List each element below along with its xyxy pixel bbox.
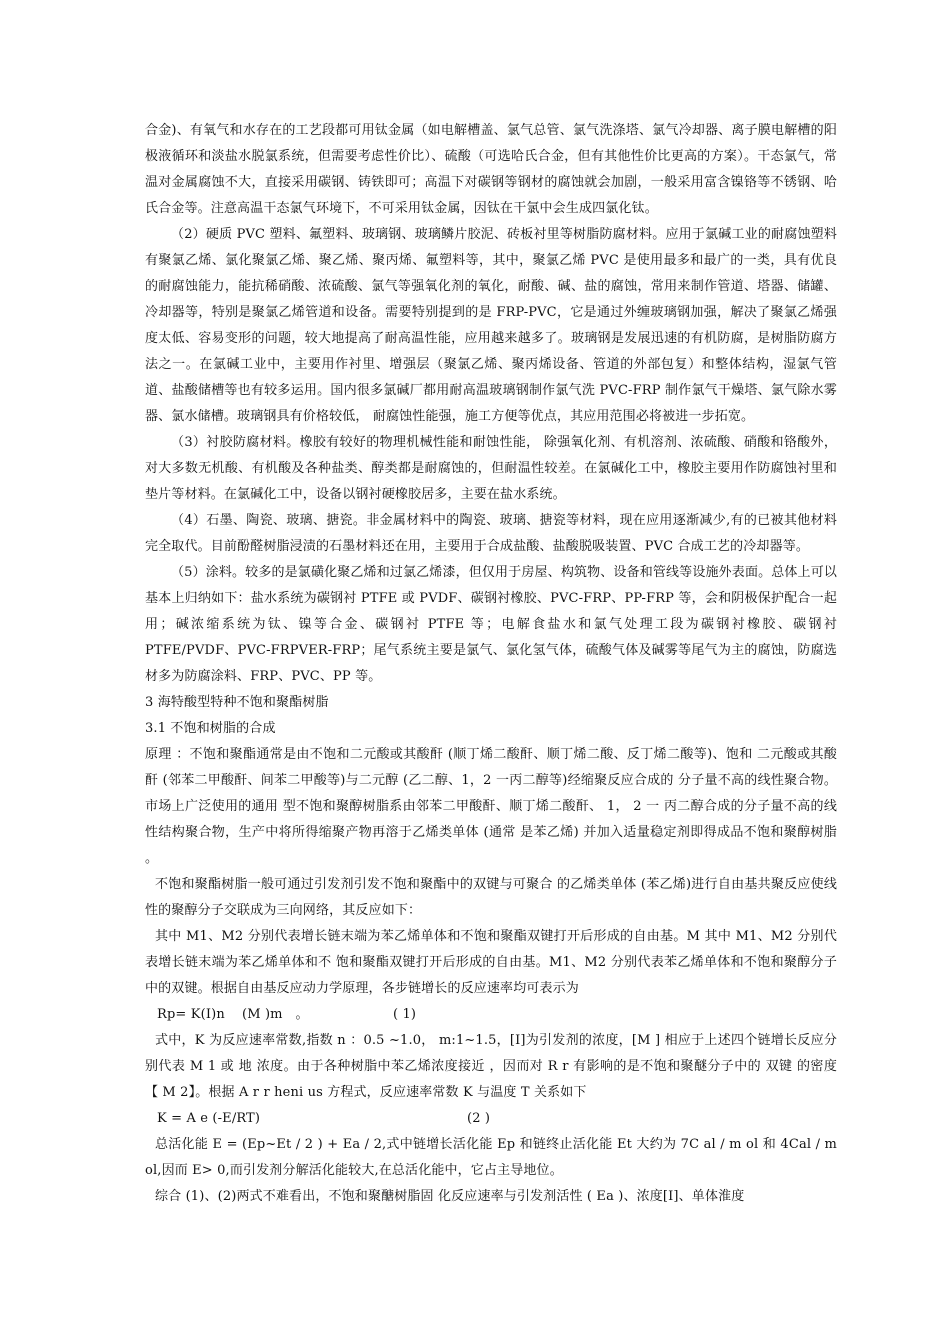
paragraph-coatings: （5）涂料。较多的是氯磺化聚乙烯和过氯乙烯漆，但仅用于房屋、构筑物、设备和管线等设施外表面。总体上可以基本上归纳如下：盐水系统为碳钢衬 PTFE 或 PVDF、碳钢衬橡胶、PVC-FRP、PP-FRP 等，会和阴极保护配合一起用；碱浓缩系统为钛、镍等合金、碳钢衬 PTFE 等；电解食盐水和氯气处理工段为碳钢衬橡胶、碳钢衬 PTFE/PVDF、PVC-FRPVER-FRP；尾气系统主要是氯气、氯化氢气体，硫酸气体及碱雾等尾气为主的腐蚀，防腐选材多为防腐涂料、FRP、PVC、PP 等。: [145, 565, 837, 684]
formula-1-number: ( 1): [393, 1007, 417, 1022]
paragraph-initiation: 不饱和聚酯树脂一般可通过引发剂引发不饱和聚酯中的双键与可聚合 的乙烯类单体 (苯乙烯)进行自由基共聚反应使线性的聚醇分子交联成为三向网络，其反应如下：: [145, 877, 837, 918]
paragraph-graphite-ceramics: （4）石墨、陶瓷、玻璃、搪瓷。非金属材料中的陶瓷、玻璃、搪瓷等材料，现在应用逐渐减少,有的已被其他材料完全取代。目前酚醛树脂浸渍的石墨材料还在用，主要用于合成盐酸、盐酸脱吸装置、PVC 合成工艺的冷却器等。: [145, 513, 837, 554]
paragraph-principle: 原理 ：不饱和聚酯通常是由不饱和二元酸或其酸酐 (顺丁烯二酸酐、顺丁烯二酸、反丁烯二酸等)、饱和 二元酸或其酸酐 (邻苯二甲酸酐、间苯二甲酸等)与二元醇 (乙二醇、1，2 一丙二醇等)经缩聚反应合成的 分子量不高的线性聚合物。市场上广泛使用的通用 型不饱和聚醇树脂系由邻苯二甲酸酐、顺丁烯二酸酐、 1， 2 一 丙二醇合成的分子量不高的线性结构聚合物，生产中将所得缩聚产物再溶于乙烯类单体 (通常 是苯乙烯) 并加入适量稳定剂即得成品不饱和聚醇树脂 。: [145, 747, 837, 866]
section-heading-3: 3 海特酸型特种不饱和聚酯树脂: [145, 695, 329, 710]
formula-1: [145, 1002, 837, 1028]
paragraph-radicals: 其中 M1、M2 分别代表增长链末端为苯乙烯单体和不饱和聚酯双键打开后形成的自由基。M 其中 M1、M2 分别代表增长链末端为苯乙烯单体和不 饱和聚酯双键打开后形成的自由基。M1、M2 分别代表苯乙烯单体和不饱和聚醇分子中的双键。根据自由基反应动力学原理，各步链增长的反应速率均可表示为: [145, 929, 837, 996]
document-body: [145, 118, 837, 1210]
subsection-heading-3-1: 3.1 不饱和树脂的合成: [145, 721, 276, 736]
formula-2-expression: K = A e (-E/RT): [157, 1111, 261, 1126]
formula-1-expression: Rp= K(I)n (M )m 。: [157, 1007, 309, 1022]
paragraph-titanium-continued: 合金)、有氧气和水存在的工艺段都可用钛金属（如电解槽盖、氯气总管、氯气洗涤塔、氯气冷却器、离子膜电解槽的阳极液循环和淡盐水脱氯系统，但需要考虑性价比）、硫酸（可选哈氏合金，但有其他性价比更高的方案）。干态氯气，常温对金属腐蚀不大，直接采用碳钢、铸铁即可；高温下对碳钢等钢材的腐蚀就会加剧，一般采用富含镍铬等不锈钢、哈氏合金等。注意高温干态氯气环境下，不可采用钛金属，因钛在干氯中会生成四氯化钛。: [145, 123, 837, 216]
paragraph-activation-energy: 总活化能 E = (Ep~Et / 2 ) + Ea / 2,式中链增长活化能 Ep 和链终止活化能 Et 大约为 7C al / m ol 和 4Cal / m ol,因而 E> 0,而引发剂分解活化能较大,在总活化能中，它占主导地位。: [145, 1137, 837, 1178]
formula-2-number: (2 ): [467, 1111, 491, 1126]
paragraph-rate-constant: 式中，K 为反应速率常数,指数 n ：0.5 ~1.0， m:1~1.5，[I]为引发剂的浓度，[M ] 相应于上述四个链增长反应分别代表 M 1 或 地 浓度。由于各种树脂中苯乙烯浓度接近 ，因而对 R r 有影响的是不饱和聚醚分子中的 双键 的密度 【 M 2】。根据 A r r heni us 方程式，反应速率常数 K 与温度 T 关系如下: [145, 1033, 837, 1100]
formula-2: [145, 1106, 837, 1132]
paragraph-conclusion: 综合 (1)、(2)两式不难看出，不饱和聚醣树脂固 化反应速率与引发剂活性 ( Ea )、浓度[I]、单体淮度: [155, 1189, 745, 1204]
paragraph-rubber-lining: （3）衬胶防腐材料。橡胶有较好的物理机械性能和耐蚀性能， 除强氧化剂、有机溶剂、浓硫酸、硝酸和铬酸外，对大多数无机酸、有机酸及各种盐类、醇类都是耐腐蚀的，但耐温性较差。在氯碱化工中，橡胶主要用作防腐蚀衬里和垫片等材料。在氯碱化工中，设备以钢衬硬橡胶居多，主要在盐水系统。: [145, 435, 837, 502]
paragraph-resin-materials: （2）硬质 PVC 塑料、氟塑料、玻璃钢、玻璃鳞片胶泥、砖板衬里等树脂防腐材料。应用于氯碱工业的耐腐蚀塑料有聚氯乙烯、氯化聚氯乙烯、聚乙烯、聚丙烯、氟塑料等，其中，聚氯乙烯 PVC 是使用最多和最广的一类，具有优良的耐腐蚀能力，能抗稀硝酸、浓硫酸、氯气等强氧化剂的氧化，耐酸、碱、盐的腐蚀，常用来制作管道、塔器、储罐、冷却器等，特别是聚氯乙烯管道和设备。需要特别提到的是 FRP-PVC，它是通过外缠玻璃钢加强，解决了聚氯乙烯强度太低、容易变形的问题，较大地提高了耐高温性能，应用越来越多了。玻璃钢是发展迅速的有机防腐，是树脂防腐方法之一。在氯碱工业中，主要用作衬里、增强层（聚氯乙烯、聚丙烯设备、管道的外部包复）和整体结构，湿氯气管道、盐酸储槽等也有较多运用。国内很多氯碱厂都用耐高温玻璃钢制作氯气洗 PVC-FRP 制作氯气干燥塔、氯气除水雾器、氯水储槽。玻璃钢具有价格较低， 耐腐蚀性能强，施工方便等优点，其应用范围必将被进一步拓宽。: [145, 227, 837, 424]
